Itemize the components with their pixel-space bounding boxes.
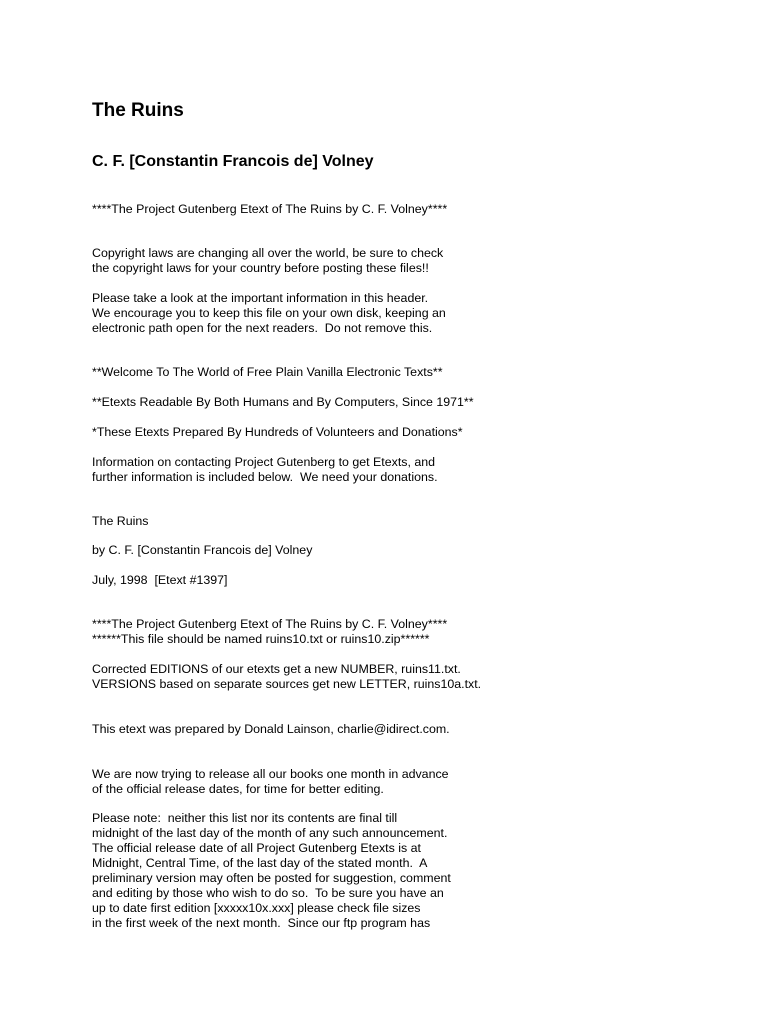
file-naming bbox=[92, 617, 447, 647]
text-line: ******This file should be named ruins10.txt or ruins10.zip****** bbox=[92, 632, 430, 646]
text-line: further information is included below. We need your donations. bbox=[92, 470, 438, 484]
text-line: We encourage you to keep this file on your own disk, keeping an bbox=[92, 306, 446, 320]
text-line: Please take a look at the important information in this header. bbox=[92, 291, 429, 305]
preparer-credit bbox=[92, 722, 450, 737]
text-line: Information on contacting Project Gutenberg to get Etexts, and bbox=[92, 455, 436, 469]
text-line: of the official release dates, for time for better editing. bbox=[92, 782, 384, 796]
text-line: electronic path open for the next readers. Do not remove this. bbox=[92, 321, 433, 335]
text-line: July, 1998 [Etext #1397] bbox=[92, 573, 228, 587]
text-line: ****The Project Gutenberg Etext of The Ruins by C. F. Volney**** bbox=[92, 202, 448, 216]
text-line: **Welcome To The World of Free Plain Vanilla Electronic Texts** bbox=[92, 365, 443, 379]
text-line: Please note: neither this list nor its contents are final till bbox=[92, 811, 398, 825]
text-line: up to date first edition [xxxxx10x.xxx] please check file sizes bbox=[92, 901, 421, 915]
text-line: and editing by those who wish to do so. To be sure you have an bbox=[92, 886, 444, 900]
byline bbox=[92, 543, 312, 558]
readable-line bbox=[92, 395, 474, 410]
editions-note bbox=[92, 662, 481, 692]
book-title-line bbox=[92, 514, 148, 529]
text-line: This etext was prepared by Donald Lainson, charlie@idirect.com. bbox=[92, 722, 450, 736]
text-line: Corrected EDITIONS of our etexts get a new NUMBER, ruins11.txt. bbox=[92, 662, 461, 676]
text-line: midnight of the last day of the month of any such announcement. bbox=[92, 826, 448, 840]
text-line: ****The Project Gutenberg Etext of The Ruins by C. F. Volney**** bbox=[92, 617, 448, 631]
header-notice bbox=[92, 291, 446, 336]
text-line: **Etexts Readable By Both Humans and By Computers, Since 1971** bbox=[92, 395, 474, 409]
text-line: by C. F. [Constantin Francois de] Volney bbox=[92, 543, 313, 557]
text-line: preliminary version may often be posted for suggestion, comment bbox=[92, 871, 451, 885]
please-note bbox=[92, 811, 451, 931]
text-line: the copyright laws for your country before posting these files!! bbox=[92, 261, 429, 275]
document-title: The Ruins bbox=[92, 100, 184, 121]
text-line: We are now trying to release all our books one month in advance bbox=[92, 767, 449, 781]
text-line: Midnight, Central Time, of the last day of the stated month. A bbox=[92, 856, 428, 870]
contact-info bbox=[92, 455, 438, 485]
release-schedule bbox=[92, 767, 449, 797]
text-line: Copyright laws are changing all over the world, be sure to check bbox=[92, 246, 444, 260]
text-line: *These Etexts Prepared By Hundreds of Volunteers and Donations* bbox=[92, 425, 463, 439]
text-line: VERSIONS based on separate sources get new LETTER, ruins10a.txt. bbox=[92, 677, 482, 691]
volunteers-line bbox=[92, 425, 463, 440]
copyright-notice bbox=[92, 246, 443, 276]
text-line: The official release date of all Project Gutenberg Etexts is at bbox=[92, 841, 421, 855]
header-banner bbox=[92, 202, 447, 217]
document-author: C. F. [Constantin Francois de] Volney bbox=[92, 153, 374, 170]
welcome-line bbox=[92, 365, 443, 380]
text-line: in the first week of the next month. Since our ftp program has bbox=[92, 916, 431, 930]
release-date bbox=[92, 573, 227, 588]
text-line: The Ruins bbox=[92, 514, 149, 528]
